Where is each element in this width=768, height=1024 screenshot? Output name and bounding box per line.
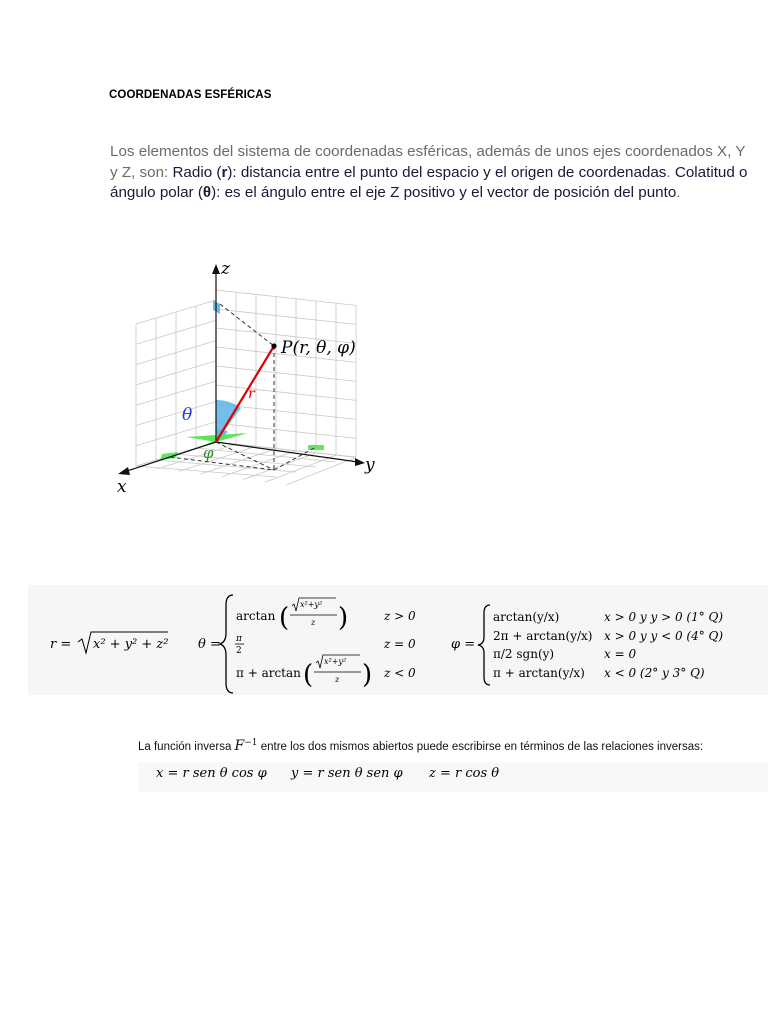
theta-frac-num-3: x²+y²	[324, 657, 347, 666]
intro-paragraph	[110, 142, 750, 204]
phi-case-4-cond: x < 0 (2° y 3° Q)	[604, 666, 705, 680]
para-part7: .	[676, 184, 681, 201]
theta-paren-open-1: (	[279, 603, 290, 633]
point-p-label: P(r, θ, φ)	[281, 338, 356, 358]
phi-case-1-cond: x > 0 y y > 0 (1° Q)	[604, 610, 724, 624]
inverse-description	[138, 738, 768, 754]
axis-y-label: y	[365, 455, 375, 475]
theta-paren-open-3: (	[303, 660, 314, 690]
r-lhs: r =	[50, 637, 72, 652]
inverse-text-after: entre los dos mismos abiertos puede escribirse en términos de las relaciones inversas:	[257, 741, 704, 753]
inverse-sup: −1	[244, 738, 258, 749]
inverse-function-section	[138, 738, 768, 792]
phi-case-1-expr: arctan(y/x)	[493, 610, 560, 624]
theta-frac-den-3: z	[335, 675, 340, 684]
para-theta: θ	[202, 184, 212, 201]
spherical-coordinates-diagram	[100, 250, 390, 500]
para-part4: .	[666, 163, 675, 181]
axes	[118, 264, 365, 475]
para-part1: Los elementos del sistema de coordenadas esféricas, además de unos ejes coordenados X, Y y Z, son:	[110, 143, 746, 181]
radius-vector	[216, 346, 274, 442]
theta-case-1-expr: arctan	[236, 609, 276, 623]
r-radicand: x² + y² + z²	[93, 637, 169, 652]
phi-case-4-expr: π + arctan(y/x)	[493, 666, 585, 680]
para-r: r	[221, 163, 228, 181]
theta-case-1-cond: z > 0	[384, 609, 416, 623]
inverse-f: F	[234, 738, 245, 754]
conversion-formulas	[28, 585, 768, 695]
para-part3: ): distancia entre el punto del espacio y el origen de coordenadas	[227, 163, 667, 181]
theta-lhs: θ =	[198, 637, 221, 652]
theta-frac-num-1: x²+y²	[300, 600, 323, 609]
theta-case-3-expr: π + arctan	[236, 666, 301, 680]
axis-z-label: z	[221, 259, 230, 279]
theta-label: θ	[182, 405, 193, 425]
inverse-eq-y: y = r sen θ sen φ	[291, 766, 403, 781]
inverse-eq-z: z = r cos θ	[429, 766, 500, 781]
theta-case-3-cond: z < 0	[384, 666, 416, 680]
phi-marker-y	[308, 445, 324, 450]
page-title: COORDENADAS ESFÉRICAS	[109, 89, 272, 101]
para-part6: ): es el ángulo entre el eje Z positivo y el vector de posición del punto	[211, 184, 677, 201]
theta-case-2-cond: z = 0	[384, 637, 416, 651]
phi-case-3-cond: x = 0	[604, 647, 637, 661]
phi-case-2-expr: 2π + arctan(y/x)	[493, 629, 593, 643]
phi-case-2-cond: x > 0 y y < 0 (4° Q)	[604, 629, 724, 643]
phi-case-3-expr: π/2 sgn(y)	[493, 647, 555, 661]
theta-paren-close-3: )	[362, 660, 373, 690]
phi-lhs: φ =	[451, 637, 476, 652]
theta-paren-close-1: )	[338, 603, 349, 633]
para-part2: Radio (	[172, 163, 222, 181]
axis-x-label: x	[117, 477, 127, 497]
theta-case-2-den: 2	[236, 646, 242, 656]
para-part5: Colatitud o ángulo polar (	[110, 163, 748, 201]
inverse-eq-x: x = r sen θ cos φ	[156, 766, 267, 781]
theta-frac-den-1: z	[311, 618, 316, 627]
point-p	[271, 343, 276, 348]
r-label: r	[248, 386, 255, 402]
inverse-text-before: La función inversa	[138, 741, 235, 753]
theta-case-2-num: π	[236, 634, 242, 644]
phi-label: φ	[203, 444, 214, 462]
inverse-equations	[138, 762, 768, 792]
